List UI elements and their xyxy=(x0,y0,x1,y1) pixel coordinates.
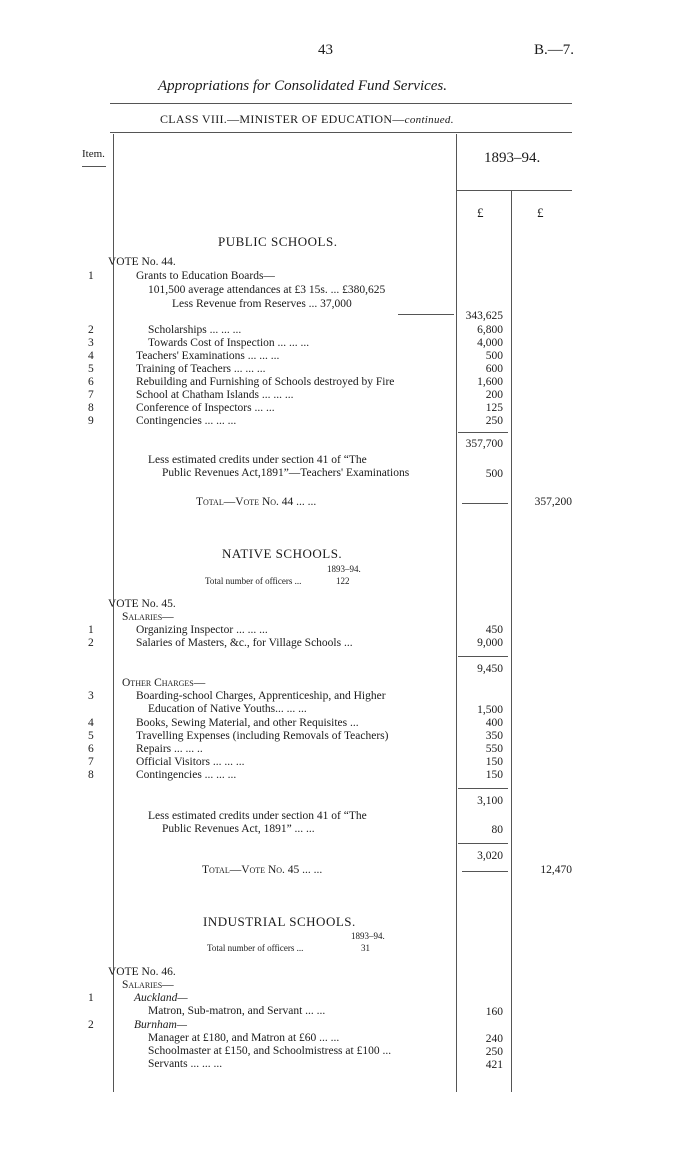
vote-44-total: 357,200 xyxy=(534,496,572,508)
total-rule xyxy=(462,871,508,872)
line-amount: 343,625 xyxy=(465,310,503,322)
line-text: Training of Teachers ... ... ... xyxy=(136,363,266,375)
line-amount: 600 xyxy=(485,363,503,375)
section-title-native-schools: NATIVE SCHOOLS. xyxy=(222,546,343,561)
item-number: 2 xyxy=(88,637,94,649)
line-amount: 250 xyxy=(485,1046,503,1058)
vote-45-net: 3,020 xyxy=(477,850,503,862)
subtotal-rule xyxy=(458,788,508,789)
line-amount: 150 xyxy=(485,756,503,768)
item-column-divider xyxy=(113,134,114,1092)
item-number: 9 xyxy=(88,415,94,427)
line-amount: 150 xyxy=(485,769,503,781)
line-text: Towards Cost of Inspection ... ... ... xyxy=(148,337,310,349)
line-text: Salaries of Masters, &c., for Village Schools ... xyxy=(136,637,353,649)
amount-column-divider xyxy=(511,190,512,1092)
item-number: 1 xyxy=(88,270,94,282)
salaries-subtotal: 9,450 xyxy=(477,663,503,675)
line-text-italic: Auckland— xyxy=(134,992,188,1004)
line-text: Travelling Expenses (including Removals of Teachers) xyxy=(136,730,389,742)
line-text: Conference of Inspectors ... ... xyxy=(136,402,275,414)
salaries-label: Salaries— xyxy=(122,979,174,991)
line-text: Rebuilding and Furnishing of Schools destroyed by Fire xyxy=(136,376,395,388)
line-amount: 1,600 xyxy=(477,376,503,388)
vote-44-heading: VOTE No. 44. xyxy=(108,256,176,268)
line-amount: 450 xyxy=(485,624,503,636)
currency-symbol-sub: £ xyxy=(477,205,484,220)
item-number: 6 xyxy=(88,376,94,388)
currency-symbol-total: £ xyxy=(537,205,544,220)
line-amount: 250 xyxy=(485,415,503,427)
item-number: 5 xyxy=(88,730,94,742)
officers-label: Total number of officers ... xyxy=(205,576,302,586)
item-number: 5 xyxy=(88,363,94,375)
item-number: 3 xyxy=(88,690,94,702)
line-text: Repairs ... ... .. xyxy=(136,743,203,755)
class-title-suffix: continued. xyxy=(404,114,454,126)
credits-note-line-2: Public Revenues Act, 1891” ... ... xyxy=(162,823,315,835)
line-amount: 9,000 xyxy=(477,637,503,649)
salaries-label: Salaries— xyxy=(122,611,174,623)
line-amount: 550 xyxy=(485,743,503,755)
credits-note-line-1: Less estimated credits under section 41 of “The xyxy=(148,810,367,822)
line-amount: 160 xyxy=(485,1006,503,1018)
class-title xyxy=(160,112,454,127)
item-number: 4 xyxy=(88,717,94,729)
year-header: 1893–94. xyxy=(484,150,541,166)
item-label-underline xyxy=(82,166,106,167)
line-text: Contingencies ... ... ... xyxy=(136,415,237,427)
line-text: Manager at £180, and Matron at £60 ... ... xyxy=(148,1032,340,1044)
item-number: 6 xyxy=(88,743,94,755)
officers-year: 1893–94. xyxy=(327,564,361,574)
line-text: Organizing Inspector ... ... ... xyxy=(136,624,268,636)
line-text: Grants to Education Boards— xyxy=(136,270,275,282)
line-amount: 4,000 xyxy=(477,337,503,349)
item-number: 1 xyxy=(88,624,94,636)
line-text: Contingencies ... ... ... xyxy=(136,769,237,781)
item-number: 4 xyxy=(88,350,94,362)
line-text: Teachers' Examinations ... ... ... xyxy=(136,350,280,362)
page-number: 43 xyxy=(318,42,333,58)
item-number: 8 xyxy=(88,402,94,414)
line-text: Servants ... ... ... xyxy=(148,1058,223,1070)
text-column-divider xyxy=(456,134,457,1092)
subtotal-rule xyxy=(458,656,508,657)
item-number: 7 xyxy=(88,756,94,768)
vote-44-credits: 500 xyxy=(485,468,503,480)
vote-44-total-label: Total—Vote No. 44 ... ... xyxy=(196,496,317,508)
officers-count: 122 xyxy=(336,576,350,586)
line-amount: 240 xyxy=(485,1033,503,1045)
officers-label: Total number of officers ... xyxy=(207,943,304,953)
item-number: 8 xyxy=(88,769,94,781)
section-title-industrial-schools: INDUSTRIAL SCHOOLS. xyxy=(203,914,356,929)
total-rule xyxy=(462,503,508,504)
line-text: Matron, Sub-matron, and Servant ... ... xyxy=(148,1005,326,1017)
other-charges-subtotal: 3,100 xyxy=(477,795,503,807)
subtotal-rule xyxy=(458,432,508,433)
vote-44-subtotal: 357,700 xyxy=(465,438,503,450)
page-subtitle: Appropriations for Consolidated Fund Services. xyxy=(158,78,448,94)
document-reference: B.—7. xyxy=(534,42,575,58)
line-text: Schoolmaster at £150, and Schoolmistress at £100 ... xyxy=(148,1045,392,1057)
item-number: 7 xyxy=(88,389,94,401)
line-text: Books, Sewing Material, and other Requisites ... xyxy=(136,717,359,729)
year-header-rule xyxy=(456,190,572,191)
vote-45-heading: VOTE No. 45. xyxy=(108,598,176,610)
line-text: 101,500 average attendances at £3 15s. ... £380,625 xyxy=(148,284,386,296)
item-number: 2 xyxy=(88,324,94,336)
line-text: Scholarships ... ... ... xyxy=(148,324,242,336)
item-number: 1 xyxy=(88,992,94,1004)
vote-46-heading: VOTE No. 46. xyxy=(108,966,176,978)
line-amount: 125 xyxy=(485,402,503,414)
line-amount: 500 xyxy=(485,350,503,362)
header-rule-top xyxy=(110,103,572,104)
line-text: Education of Native Youths... ... ... xyxy=(148,703,307,715)
officers-year: 1893–94. xyxy=(351,931,385,941)
line-amount: 421 xyxy=(485,1059,503,1071)
line-text-italic: Burnham— xyxy=(134,1019,188,1031)
line-amount: 200 xyxy=(485,389,503,401)
vote-45-credits: 80 xyxy=(491,824,503,836)
class-title-main: CLASS VIII.—MINISTER OF EDUCATION— xyxy=(160,112,405,126)
item-number: 3 xyxy=(88,337,94,349)
line-amount: 350 xyxy=(485,730,503,742)
section-title-public-schools: PUBLIC SCHOOLS. xyxy=(218,234,338,249)
subtotal-rule xyxy=(398,314,454,315)
item-column-label: Item. xyxy=(82,148,105,160)
line-text: School at Chatham Islands ... ... ... xyxy=(136,389,294,401)
item-number: 2 xyxy=(88,1019,94,1031)
subtotal-rule xyxy=(458,843,508,844)
header-rule-bottom xyxy=(110,132,572,133)
line-text: Boarding-school Charges, Apprenticeship, and Higher xyxy=(136,690,386,702)
line-amount: 1,500 xyxy=(477,704,503,716)
credits-note-line-1: Less estimated credits under section 41 of “The xyxy=(148,454,367,466)
vote-45-total-label: Total—Vote No. 45 ... ... xyxy=(202,864,323,876)
line-text: Less Revenue from Reserves ... 37,000 xyxy=(172,298,352,310)
line-text: Official Visitors ... ... ... xyxy=(136,756,245,768)
line-amount: 6,800 xyxy=(477,324,503,336)
other-charges-label: Other Charges— xyxy=(122,677,206,689)
credits-note-line-2: Public Revenues Act,1891”—Teachers' Examinations xyxy=(162,467,410,479)
officers-count: 31 xyxy=(361,943,370,953)
vote-45-total: 12,470 xyxy=(540,864,572,876)
line-amount: 400 xyxy=(485,717,503,729)
